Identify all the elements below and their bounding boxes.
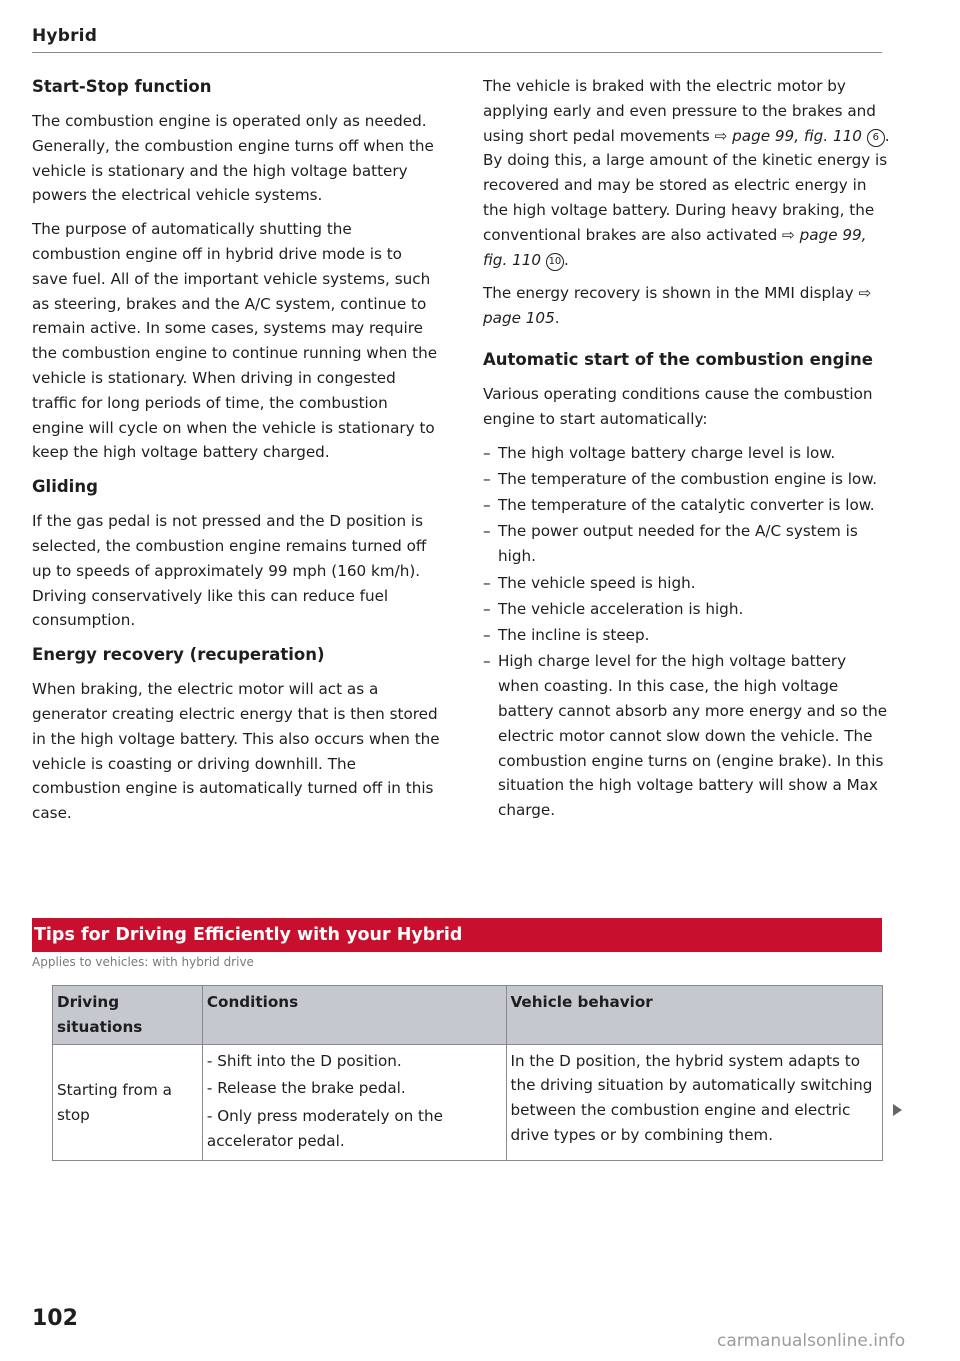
watermark: carmanualsonline.info [717,1331,906,1351]
callout-10-icon: 10 [546,253,564,271]
applies-to-note: Applies to vehicles: with hybrid drive [32,955,254,969]
paragraph-gliding: If the gas pedal is not pressed and the D position is selected, the combustion engine remains turned off up to speeds of approximately 99 mph (160 km/h). Driving conservatively like this can reduce fuel consumption. [32,512,427,630]
condition-item: - Only press moderately on the accelerator pedal. [206,1107,443,1150]
list-item: – The power output needed for the A/C system is high. [483,519,891,569]
conditions-cell-list [207,1049,500,1154]
braking-text-a: The vehicle is braked with the electric motor by applying early and even pressure to the brakes and using short pedal movements [483,77,876,145]
paragraph-start-stop-2: The purpose of automatically shutting the combustion engine off in hybrid drive mode is to save fuel. All of the important vehicle systems, such as steering, brakes and the A/C system, continue to remain active. In some cases, systems may require the combustion engine to continue running when the vehicle is stationary. When driving in congested traffic for long periods of time, the combustion engine will cycle on when the vehicle is stationary to keep the high voltage battery charged. [32,220,438,462]
braking-text-b: . By doing this, a large amount of the kinetic energy is recovered and may be stored as electric energy in the high voltage battery. During heavy braking, the conventional brakes are also activated [483,126,890,244]
list-item: – The vehicle acceleration is high. [483,597,891,622]
cell-conditions [202,1044,506,1160]
table-header-row [53,986,883,1045]
left-column [32,74,440,835]
heading-energy-recovery: Energy recovery (recuperation) [32,645,325,665]
section-header: Hybrid [32,26,98,46]
paragraph-energy-recovery: When braking, the electric motor will act as a generator creating electric energy that is then stored in the high voltage battery. This also occurs when the vehicle is coasting or driving downhill. The combustion engine is automatically turned off in this case. [32,680,440,823]
paragraph-auto-start: Various operating conditions cause the combustion engine to start automatically: [483,384,873,428]
right-column [483,74,891,825]
page-ref-99-b[interactable]: ⇨ page 99, fig. 110 [483,225,867,269]
heading-gliding: Gliding [32,477,98,497]
column-header-behavior: Vehicle behavior [506,986,883,1045]
continue-arrow-icon [893,1104,902,1116]
conditions-list [483,441,891,823]
condition-item: - Shift into the D position. [206,1051,402,1070]
tips-banner: Tips for Driving Efficiently with your Hybrid [32,918,882,952]
paragraph-start-stop-1: The combustion engine is operated only as needed. Generally, the combustion engine turns off when the vehicle is stationary and the high voltage battery powers the electrical vehicle systems. [32,112,434,205]
page-ref-99-a[interactable]: ⇨ page 99, fig. 110 [714,126,862,145]
page-ref-105[interactable]: ⇨ page 105 [483,284,872,328]
page-number: 102 [32,1306,78,1331]
header-rule [32,52,882,53]
list-item: – High charge level for the high voltage battery when coasting. In this case, the high voltage battery cannot absorb any more energy and so the electric motor cannot slow down the vehicle. The combustion engine turns on (engine brake). In this situation the high voltage battery will show a Max charge. [483,649,891,823]
list-item: – The incline is steep. [483,623,891,648]
braking-text-c: . [563,250,569,269]
cell-behavior: In the D position, the hybrid system adapts to the driving situation by automatically switching between the combustion engine and electric drive types or by combining them. [506,1044,883,1160]
list-item: – The temperature of the combustion engine is low. [483,467,891,492]
paragraph-mmi [483,281,891,331]
list-item: – The vehicle speed is high. [483,571,891,596]
condition-item: - Release the brake pedal. [206,1079,406,1098]
tips-table [52,985,883,1161]
paragraph-braking [483,74,891,272]
list-item: – The high voltage battery charge level is low. [483,441,891,466]
heading-start-stop: Start-Stop function [32,77,212,96]
heading-auto-start: Automatic start of the combustion engine [483,349,873,369]
callout-6-icon: 6 [867,129,885,147]
mmi-text-b: . [554,309,560,328]
list-item: – The temperature of the catalytic converter is low. [483,493,891,518]
column-header-situations: Driving situations [53,986,203,1045]
mmi-text-a: The energy recovery is shown in the MMI display [483,284,859,303]
spacer [483,340,891,347]
column-header-conditions: Conditions [202,986,506,1045]
table-row [53,1044,883,1160]
cell-situation: Starting from a stop [53,1044,203,1160]
